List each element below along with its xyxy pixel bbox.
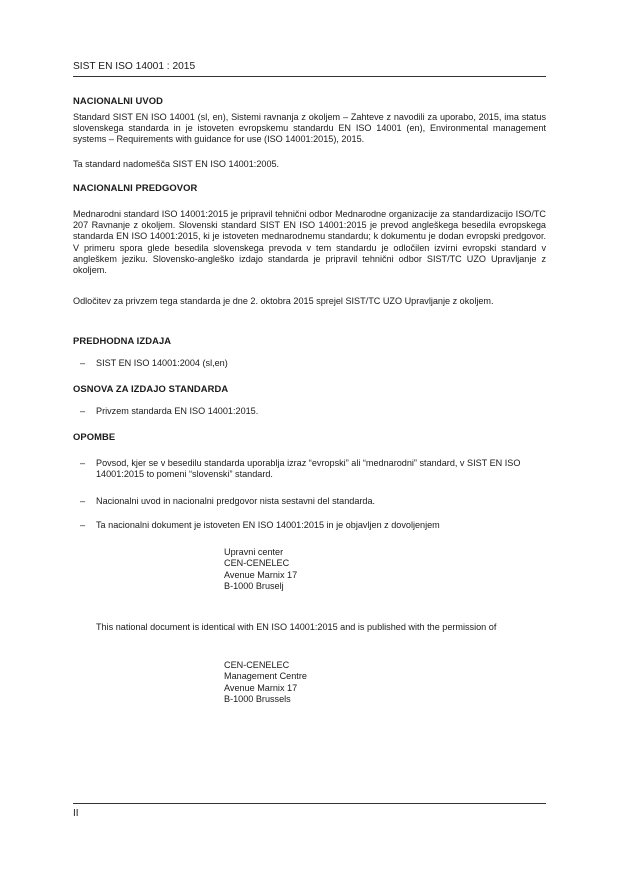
uvod-paragraph-1: Standard SIST EN ISO 14001 (sl, en), Sistemi ravnanja z okoljem – Zahteve z navodili za uporabo, 2015, ima status slovenskega standarda in je istoveten evropskemu standardu EN ISO 14001 (en), Environmental management systems – Requirements with guidance for use (ISO 14001:2015), 2015. — [73, 112, 546, 145]
heading-osnova-za-izdajo: OSNOVA ZA IZDAJO STANDARDA — [73, 383, 229, 394]
bullet-dash: – — [80, 458, 86, 468]
heading-nacionalni-uvod: NACIONALNI UVOD — [73, 95, 164, 106]
list-item-text: Privzem standarda EN ISO 14001:2015. — [96, 406, 259, 416]
address-line: B-1000 Bruselj — [224, 580, 284, 591]
list-item-text: SIST EN ISO 14001:2004 (sl,en) — [96, 358, 228, 368]
bullet-dash: – — [80, 520, 86, 530]
english-permission-note: This national document is identical with EN ISO 14001:2015 and is published with the permission of — [96, 622, 497, 632]
bullet-dash: – — [80, 496, 86, 506]
predgovor-paragraph-1: Mednarodni standard ISO 14001:2015 je pripravil tehnični odbor Mednarodne organizacije za standardizacijo ISO/TC 207 Ravnanje z okoljem. Slovenski standard SIST EN ISO 14001:2015 je prevod angleškega besedila evropskega standarda EN ISO 14001:2015, ki je istoveten mednarodnemu standardu; k dokumentu je dodan evropski predgovor. V primeru spora glede besedila slovenskega prevoda v tem standardu je odločilen izvirni evropski standard v angleškem jeziku. Slovensko-angleško izdajo standarda je pripravil tehnični odbor SIST/TC UZO Upravljanje z okoljem. — [73, 209, 546, 276]
address-line: Upravni center — [224, 547, 284, 557]
bullet-dash: – — [80, 358, 86, 368]
uvod-paragraph-2: Ta standard nadomešča SIST EN ISO 14001:2005. — [73, 159, 280, 169]
running-header: SIST EN ISO 14001 : 2015 — [73, 61, 196, 72]
page-number: II — [73, 808, 79, 819]
list-item-text: Nacionalni uvod in nacionalni predgovor nista sestavni del standarda. — [96, 496, 376, 506]
predgovor-paragraph-2: Odločitev za privzem tega standarda je dne 2. oktobra 2015 sprejel SIST/TC UZO Upravljanje z okoljem. — [73, 296, 494, 306]
address-line: CEN-CENELEC — [224, 660, 290, 670]
address-line: CEN-CENELEC — [224, 558, 290, 569]
heading-nacionalni-predgovor: NACIONALNI PREDGOVOR — [73, 182, 198, 193]
address-line: Management Centre — [224, 671, 307, 682]
address-line: Avenue Marnix 17 — [224, 569, 298, 580]
header-rule — [73, 76, 546, 77]
address-line: Avenue Marnix 17 — [224, 682, 298, 693]
list-item-text: Povsod, kjer se v besedilu standarda uporablja izraz “evropski” ali “mednarodni” standard, v SIST EN ISO 14001:2015 to pomeni “slovenski” standard. — [96, 458, 521, 480]
address-block-sl — [224, 547, 297, 592]
address-line: B-1000 Brussels — [224, 693, 291, 704]
heading-opombe: OPOMBE — [73, 431, 116, 442]
list-item-text: Ta nacionalni dokument je istoveten EN ISO 14001:2015 in je objavljen z dovoljenjem — [96, 520, 440, 530]
bullet-dash: – — [80, 406, 86, 416]
footer-rule — [73, 803, 546, 804]
document-page — [73, 0, 546, 877]
heading-predhodna-izdaja: PREDHODNA IZDAJA — [73, 335, 172, 346]
address-block-en — [224, 660, 307, 705]
